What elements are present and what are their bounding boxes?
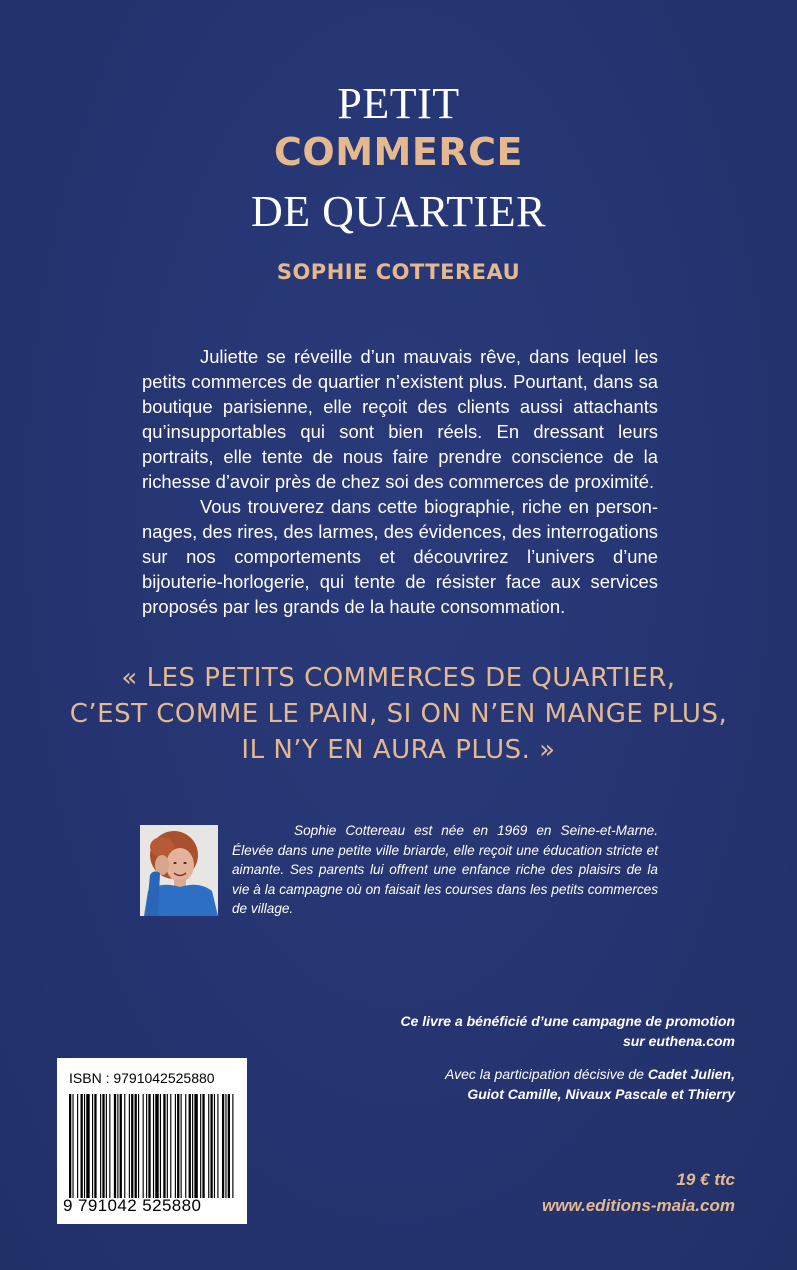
barcode-bar	[177, 1094, 179, 1198]
barcode-bar	[217, 1094, 218, 1198]
barcode-bar	[163, 1094, 165, 1198]
author-name: SOPHIE COTTEREAU	[276, 260, 521, 284]
barcode-bar	[106, 1094, 107, 1198]
quote-line-3: IL N’Y EN AURA PLUS. »	[241, 735, 556, 765]
barcode-bar	[192, 1094, 193, 1198]
barcode-bar	[124, 1094, 125, 1198]
barcode-bar	[222, 1094, 224, 1198]
barcode-bar	[114, 1094, 116, 1198]
barcode-bar	[102, 1094, 104, 1198]
barcode-bar	[160, 1094, 161, 1198]
barcode-bar	[153, 1094, 154, 1198]
barcode-bar	[228, 1094, 230, 1198]
barcode-bar	[138, 1094, 139, 1198]
barcode-bar	[185, 1094, 186, 1198]
barcode-bar	[131, 1094, 133, 1198]
barcode-bars	[69, 1094, 235, 1198]
publisher-website: www.editions-maia.com	[541, 1196, 735, 1215]
barcode-bar	[81, 1094, 83, 1198]
credits	[315, 1012, 735, 1104]
author-bio	[232, 821, 658, 919]
quote-line-2: C’EST COMME LE PAIN, SI ON N’EN MANGE PLUS,	[69, 699, 728, 729]
promo-line-1: Ce livre a bénéficié d’une campagne de promotion	[400, 1013, 735, 1029]
barcode-bar	[189, 1094, 191, 1198]
barcode-bar	[69, 1094, 71, 1198]
promo-line-2: sur euthena.com	[622, 1032, 735, 1049]
barcode-bar	[146, 1094, 147, 1198]
barcode-bar	[100, 1094, 101, 1198]
barcode-box	[57, 1058, 247, 1224]
pull-quote	[60, 660, 737, 768]
author-bio-text: Sophie Cottereau est née en 1969 en Seine-et-Marne. Élevée dans une petite ville briarde, elle reçoit une éducation stricte et aimante. Ses parents lui offrent une enfance riche des plaisirs de la vie à la campagne où on faisait les courses dans les petits commerces de village.	[232, 823, 658, 916]
barcode-bar	[202, 1094, 204, 1198]
barcode-bar	[181, 1094, 182, 1198]
barcode-bar	[175, 1094, 176, 1198]
barcode-bar	[225, 1094, 226, 1198]
participation-names-1: Cadet Julien,	[647, 1066, 735, 1082]
barcode-bar	[86, 1094, 89, 1198]
barcode-bar	[135, 1094, 137, 1198]
barcode-bar	[109, 1094, 110, 1198]
author-portrait-icon	[140, 825, 218, 916]
quote-line-1: « LES PETITS COMMERCES DE QUARTIER,	[121, 663, 676, 693]
title-line-petit: PETIT	[337, 79, 460, 128]
barcode-bar	[84, 1094, 85, 1198]
barcode-digits: 9 791042 525880	[63, 1196, 202, 1215]
barcode-bar	[194, 1094, 197, 1198]
synopsis-paragraph-2: Vous trouverez dans cette biographie, riche en personnages, des rires, des larmes, des évidences, des interrogations sur nos comportements et découvrirez l’univers d’une bijouterie-horlogerie, qui tente de résister face aux services proposés par les grands de la haute consommation.	[142, 496, 658, 617]
barcode-bar	[92, 1094, 93, 1198]
participation-line-1	[315, 1065, 735, 1085]
barcode-bar	[94, 1094, 96, 1198]
barcode-bar	[143, 1094, 144, 1198]
isbn-label: ISBN : 9791042525880	[69, 1070, 215, 1086]
barcode-bar	[200, 1094, 201, 1198]
barcode-bar	[167, 1094, 168, 1198]
barcode-bar	[120, 1094, 122, 1198]
synopsis	[142, 344, 658, 619]
barcode-bar	[210, 1094, 212, 1198]
author-photo	[140, 825, 218, 916]
title-line-de-quartier: DE QUARTIER	[251, 187, 546, 236]
barcode-bar	[77, 1094, 78, 1198]
barcode-bar	[208, 1094, 209, 1198]
price: 19 € ttc	[676, 1170, 735, 1189]
barcode-bar	[117, 1094, 118, 1198]
barcode-bar	[155, 1094, 158, 1198]
participation-prefix: Avec la participation décisive de	[445, 1066, 644, 1082]
barcode-bar	[214, 1094, 215, 1198]
synopsis-paragraph-1: Juliette se réveille d’un mauvais rêve, dans lequel les petits commerces de quartier n’existent plus. Pourtant, dans sa boutique parisienne, elle reçoit des clients aussi attachants qu’insupportables qui sont bien réels. En dressant leurs portraits, elle tente de nous faire prendre conscience de la richesse d’avoir près de chez soi des commerces de proximité.	[142, 346, 658, 492]
barcode-bar	[72, 1094, 73, 1198]
barcode-bar	[148, 1094, 150, 1198]
title-line-commerce: COMMERCE	[274, 130, 523, 174]
barcode-bar	[232, 1094, 233, 1198]
barcode-bar	[129, 1094, 130, 1198]
participation-names-2: Guiot Camille, Nivaux Pascale et Thierry	[467, 1085, 735, 1102]
barcode-bar	[170, 1094, 171, 1198]
